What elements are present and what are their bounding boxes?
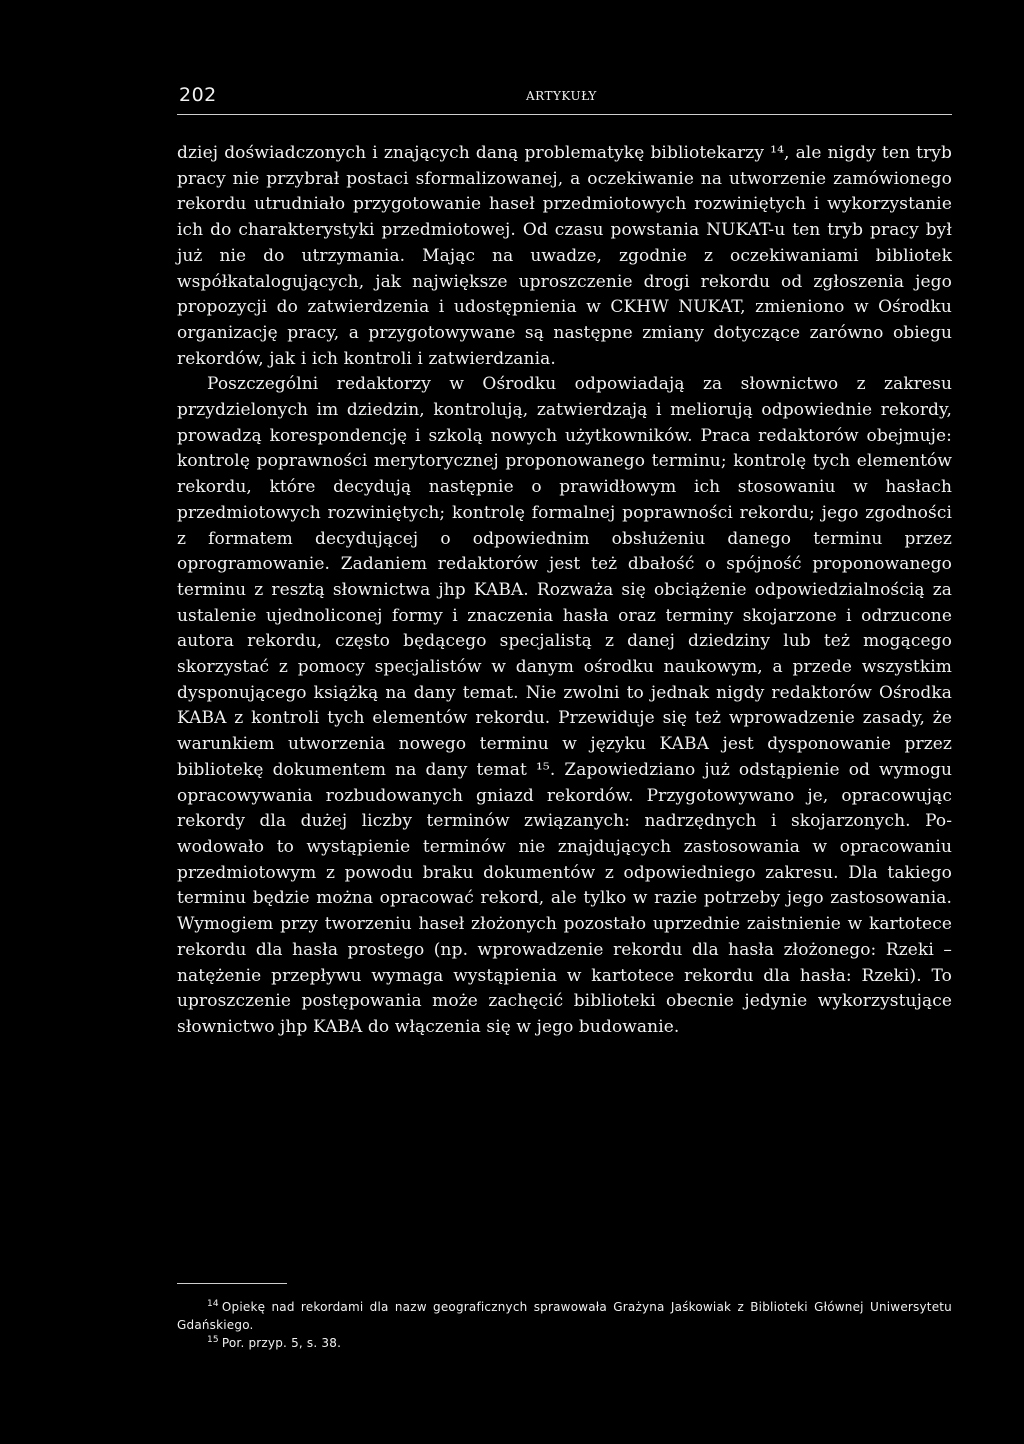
footnote-15 [177, 1334, 952, 1352]
page-number: 202 [179, 84, 217, 106]
paragraph-1: dziej doświadczonych i znających daną problematykę bibliotekarzy ¹⁴, ale nigdy ten tryb pracy nie przybrał postaci sformalizowanej, a oczekiwanie na utworzenie zamówionego rekordu utrudniało przygotowanie haseł przedmiotowych rozwiniętych i wykorzystanie ich do charakterystyki przedmiotowej. Od czasu powstania NUKAT-u ten tryb pracy był już nie do utrzymania. Mając na uwadze, zgodnie z oczekiwaniami bibliotek współkatalogujących, jak największe uproszczenie drogi rekordu od zgłoszenia jego propozycji do zatwierdzenia i udostępnienia w CKHW NUKAT, zmieniono w Ośrodku organizację pracy, a przygotowywane są następne zmiany dotyczące zarówno obiegu rekordów, jak i ich kontroli i zatwierdzania. [177, 143, 952, 369]
article-body [177, 141, 952, 1041]
footnote-number: 15 [207, 1335, 219, 1345]
footnote-number: 14 [207, 1299, 219, 1309]
footnotes [177, 1283, 952, 1352]
article-page [177, 0, 952, 1444]
section-title: ARTYKUŁY [526, 89, 597, 103]
running-head [177, 84, 952, 115]
footnote-text: Opiekę nad rekordami dla nazw geograficznych sprawowała Grażyna Jaśkowiak z Biblioteki Głównej Uniwersytetu Gdańskiego. [177, 1300, 952, 1332]
paragraph-2: Poszczególni redaktorzy w Ośrodku odpowiadają za słownictwo z zakresu przydzielonych im dziedzin, kontrolują, zatwierdzają i meliorują odpowiednie rekordy, prowadzą korespondencję i szkolą nowych użytkowników. Praca redaktorów obejmuje: kontrolę poprawności merytorycznej proponowanego terminu; kontrolę tych elementów rekordu, które decydują następnie o prawidłowym ich stosowaniu w hasłach przedmiotowych rozwiniętych; kontrolę formalnej poprawności rekordu; jego zgodności z formatem decydującej o odpowiednim obsłużeniu danego terminu przez oprogramowanie. Zadaniem redaktorów jest też dbałość o spójność proponowanego terminu z resztą słownictwa jhp KABA. Rozważa się obciążenie odpowiedzialnością za ustalenie ujednoliconej formy i znaczenia hasła oraz terminy skojarzone i odrzucone autora rekordu, często będącego specjalistą z danej dziedziny lub też mogącego skorzystać z pomocy specjalistów w danym ośrodku naukowym, a przede wszystkim dysponującego książką na dany temat. Nie zwolni to jednak nigdy redaktorów Ośrodka KABA z kontroli tych elementów rekordu. Przewiduje się też wprowadzenie zasady, że warunkiem utworzenia nowego terminu w języku KABA jest dysponowanie przez bibliotekę dokumentem na dany temat ¹⁵. Zapowiedziano już odstąpienie od wymogu opracowywania rozbudowanych gniazd rekordów. Przygotowywano je, opracowując rekordy dla dużej liczby terminów związanych: nadrzędnych i skojarzonych. Powodowało to wystąpienie terminów nie znajdujących zastosowania w opracowaniu przedmiotowym z powodu braku dokumentów z odpowiedniego zakresu. Dla takiego terminu będzie można opracować rekord, ale tylko w razie potrzeby jego zastosowania. Wymogiem przy tworzeniu haseł złożonych pozostało uprzednie zaistnienie w kartotece rekordu dla hasła prostego (np. wprowadzenie rekordu dla hasła złożonego: Rzeki – natężenie przepływu wymaga wystąpienia w kartotece rekordu dla hasła: Rzeki). To uproszczenie postępowania może zachęcić biblioteki obecnie jedynie wykorzystujące słownictwo jhp KABA do włączenia się w jego budowanie. [177, 374, 952, 1037]
footnote-text: Por. przyp. 5, s. 38. [221, 1336, 342, 1350]
footnote-14 [177, 1298, 952, 1334]
footnote-divider [177, 1283, 287, 1284]
